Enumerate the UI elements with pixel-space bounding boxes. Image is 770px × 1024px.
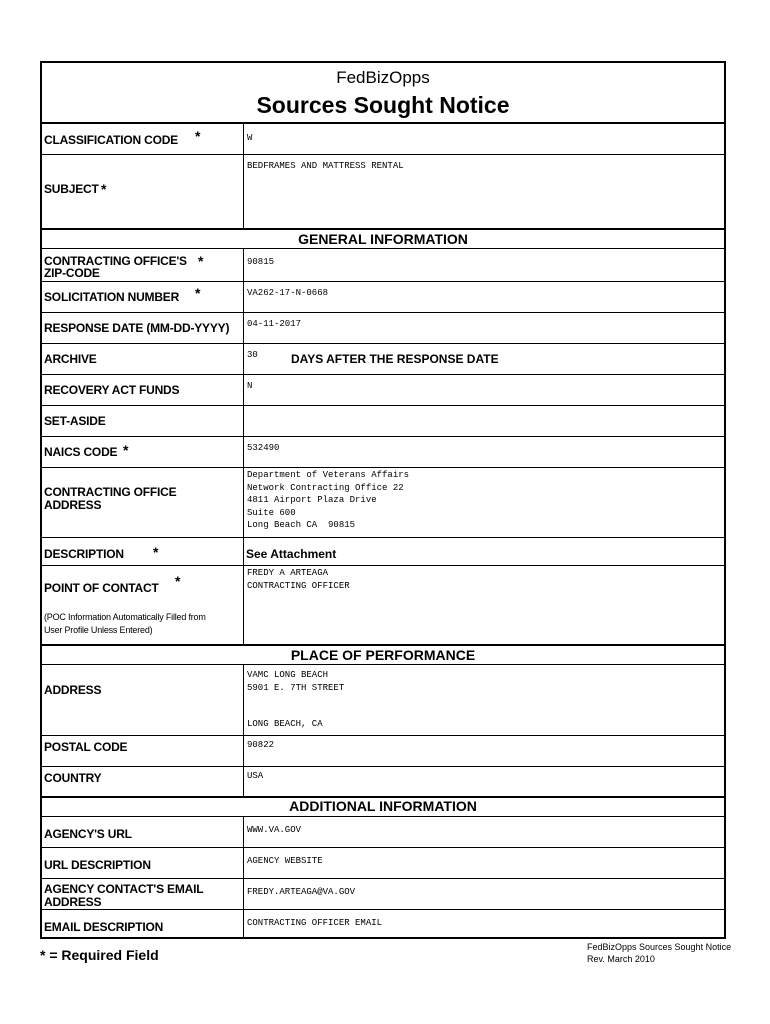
form-title: Sources Sought Notice <box>256 92 510 118</box>
section-additional-information: ADDITIONAL INFORMATION <box>289 798 477 814</box>
poc-title[interactable]: CONTRACTING OFFICER <box>247 580 350 591</box>
solicitation-number-label: SOLICITATION NUMBER <box>44 290 180 304</box>
zip-value[interactable]: 90815 <box>247 257 275 267</box>
required-star: * <box>101 181 107 197</box>
archive-value[interactable]: 30 <box>247 350 258 360</box>
form-revision-info <box>587 941 731 965</box>
divider <box>42 436 724 437</box>
required-star: * <box>123 442 129 458</box>
required-star: * <box>195 128 201 144</box>
divider <box>42 565 724 566</box>
archive-label: ARCHIVE <box>44 352 97 366</box>
zip-label-line1: CONTRACTING OFFICE'S <box>44 254 187 268</box>
divider <box>42 154 724 155</box>
country-value[interactable]: USA <box>247 771 264 781</box>
classification-code-value[interactable]: W <box>247 133 253 143</box>
form-name: FedBizOpps Sources Sought Notice <box>587 942 732 952</box>
postal-code-label: POSTAL CODE <box>44 740 128 754</box>
agency-url-label: AGENCY'S URL <box>44 827 132 841</box>
response-date-label: RESPONSE DATE (MM-DD-YYYY) <box>44 321 230 335</box>
site-name: FedBizOpps <box>336 68 430 87</box>
email-description-label: EMAIL DESCRIPTION <box>44 920 164 934</box>
naics-code-label: NAICS CODE <box>44 445 118 459</box>
office-address-line[interactable]: Suite 600 <box>247 507 296 518</box>
poc-note-line1: (POC Information Automatically Filled from <box>44 612 206 622</box>
zip-label-line2: ZIP-CODE <box>44 266 100 280</box>
response-date-value[interactable]: 04-11-2017 <box>247 319 302 329</box>
divider <box>42 374 724 375</box>
divider <box>42 248 724 249</box>
url-description-value[interactable]: AGENCY WEBSITE <box>247 856 323 866</box>
column-divider <box>243 122 244 228</box>
description-label: DESCRIPTION <box>44 547 124 561</box>
divider <box>42 878 724 879</box>
divider <box>42 405 724 406</box>
archive-suffix: DAYS AFTER THE RESPONSE DATE <box>291 352 499 366</box>
divider <box>42 816 724 817</box>
solicitation-number-value[interactable]: VA262-17-N-0668 <box>247 288 329 298</box>
office-address-line[interactable]: 4811 Airport Plaza Drive <box>247 495 377 505</box>
column-divider <box>243 816 244 939</box>
divider <box>42 122 724 124</box>
office-address-label-line1: CONTRACTING OFFICE <box>44 485 177 499</box>
divider <box>42 766 724 767</box>
required-star: * <box>195 285 201 301</box>
country-label: COUNTRY <box>44 771 102 785</box>
place-address-line2[interactable]: 5901 E. 7TH STREET <box>247 682 345 693</box>
subject-label: SUBJECT <box>44 182 99 196</box>
divider <box>42 343 724 344</box>
agency-url-value[interactable]: WWW.VA.GOV <box>247 825 302 835</box>
place-address-line3[interactable]: LONG BEACH, CA <box>247 719 323 729</box>
divider <box>42 735 724 736</box>
classification-code-label: CLASSIFICATION CODE <box>44 133 178 147</box>
divider <box>42 281 724 282</box>
agency-email-label-line1: AGENCY CONTACT'S EMAIL <box>44 882 204 896</box>
place-address-label: ADDRESS <box>44 683 102 697</box>
url-description-label: URL DESCRIPTION <box>44 858 151 872</box>
required-star: * <box>153 544 159 560</box>
recovery-act-label: RECOVERY ACT FUNDS <box>44 383 180 397</box>
poc-note-line2: User Profile Unless Entered) <box>44 625 153 635</box>
sources-sought-form <box>40 61 726 939</box>
description-value[interactable]: See Attachment <box>246 547 337 561</box>
divider <box>42 228 724 230</box>
required-star: * <box>175 573 181 589</box>
column-divider <box>243 664 244 796</box>
agency-email-label-line2: ADDRESS <box>44 895 102 909</box>
column-divider <box>243 248 244 644</box>
divider <box>42 467 724 468</box>
divider <box>42 847 724 848</box>
office-address-line[interactable]: Long Beach CA 90815 <box>247 520 356 530</box>
subject-value[interactable]: BEDFRAMES AND MATTRESS RENTAL <box>247 161 404 171</box>
divider <box>42 909 724 910</box>
email-description-value[interactable]: CONTRACTING OFFICER EMAIL <box>247 918 383 928</box>
recovery-act-value[interactable]: N <box>247 381 253 391</box>
section-general-information: GENERAL INFORMATION <box>298 231 468 247</box>
divider <box>42 312 724 313</box>
agency-email-value[interactable]: FREDY.ARTEAGA@VA.GOV <box>247 887 356 897</box>
poc-name[interactable]: FREDY A ARTEAGA <box>247 568 329 578</box>
section-place-of-performance: PLACE OF PERFORMANCE <box>290 647 476 663</box>
divider <box>42 644 724 646</box>
poc-label: POINT OF CONTACT <box>44 581 159 595</box>
office-address-label-line2: ADDRESS <box>44 498 102 512</box>
place-address-line1[interactable]: VAMC LONG BEACH <box>247 670 329 680</box>
required-field-note: * = Required Field <box>40 947 159 963</box>
divider <box>42 664 724 665</box>
required-star: * <box>198 253 204 269</box>
divider <box>42 537 724 538</box>
set-aside-label: SET-ASIDE <box>44 414 106 428</box>
form-revision: Rev. March 2010 <box>587 954 655 964</box>
postal-code-value[interactable]: 90822 <box>247 740 275 750</box>
office-address-line[interactable]: Network Contracting Office 22 <box>247 482 404 493</box>
naics-code-value[interactable]: 532490 <box>247 443 280 453</box>
office-address-line[interactable]: Department of Veterans Affairs <box>247 470 410 480</box>
